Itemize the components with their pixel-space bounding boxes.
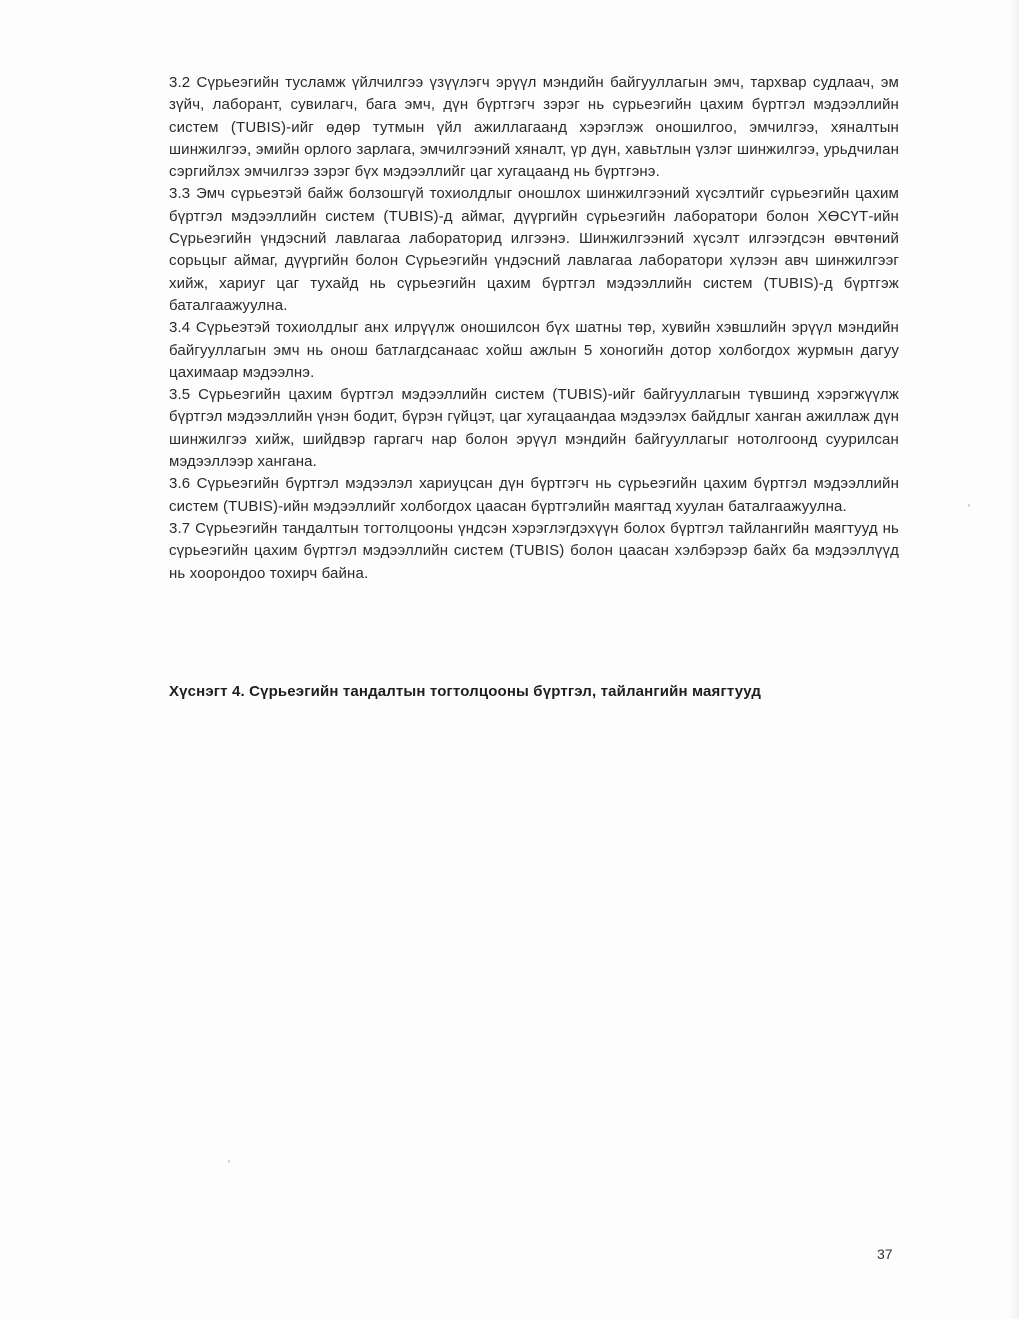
paragraph-3-2: 3.2 Сүрьеэгийн тусламж үйлчилгээ үзүүлэгч эрүүл мэндийн байгууллагын эмч, тархвар судлаач, эм зүйч, лаборант, сувилагч, бага эмч, дүн бүртгэгч зэрэг нь сүрьеэгийн цахим бүртгэл мэдээллийн систем (TUBIS)-ийг өдөр тутмын үйл ажиллагаанд хэрэглэж оношилгоо, эмчилгээ, хяналтын шинжилгээ, эмийн орлого зарлага, эмчилгээний хяналт, үр дүн, хавьтлын үзлэг шинжилгээ, урьдчилан сэргийлэх эмчилгээ зэрэг бүх мэдээллийг цаг хугацаанд нь бүртгэнэ. bbox=[169, 74, 899, 181]
paragraph-3-7: 3.7 Сүрьеэгийн тандалтын тогтолцооны үндсэн хэрэглэгдэхүүн болох бүртгэл тайлангийн маягтууд нь сүрьеэгийн цахим бүртгэл мэдээллийн систем (TUBIS) болон цаасан хэлбэрээр байх ба мэдээллүүд нь хоорондоо тохирч байна. bbox=[169, 519, 899, 582]
paragraph-3-4: 3.4 Сүрьеэтэй тохиолдлыг анх илрүүлж оношилсон бүх шатны төр, хувийн хэвшлийн эрүүл мэндийн байгууллагын эмч нь онош батлагдсанаас хойш ажлын 5 хоногийн дотор холбогдох журмын дагуу цахимаар мэдээлнэ. bbox=[169, 319, 899, 381]
paragraph-3-5: 3.5 Сүрьеэгийн цахим бүртгэл мэдээллийн систем (TUBIS)-ийг байгууллагын түвшинд хэрэгжүүлж бүртгэл мэдээллийн үнэн бодит, бүрэн гүйцэт, цаг хугацаандаа мэдээлэх байдлыг ханган ажиллаж дүн шинжилгээ хийж, шийдвэр гаргагч нар болон эрүүл мэндийн байгууллагыг нотолгоонд суурилсан мэдээллээр хангана. bbox=[169, 386, 899, 471]
page-number: 37 bbox=[877, 1246, 893, 1262]
paragraph-3-3: 3.3 Эмч сүрьеэтэй байж болзошгүй тохиолдлыг оношлох шинжилгээний хүсэлтийг сүрьеэгийн цахим бүртгэл мэдээллийн систем (TUBIS)-д аймаг, дүүргийн сүрьеэгийн лаборатори болон ХӨСҮТ-ийн Сүрьеэгийн үндэсний лавлагаа лабораторид илгээнэ. Шинжилгээний хүсэлт илгээгдсэн өвчтөний сорьцыг аймаг, дүүргийн болон Сүрьеэгийн үндэсний лавлагаа лаборатори хүлээн авч шинжилгээг хийж, хариуг цаг тухайд нь сүрьеэгийн цахим бүртгэл мэдээллийн систем (TUBIS)-д бүртгэж баталгаажуулна. bbox=[169, 185, 899, 314]
page-edge-shadow bbox=[1007, 0, 1019, 1319]
body-text bbox=[169, 72, 899, 585]
paragraph-3-6: 3.6 Сүрьеэгийн бүртгэл мэдээлэл хариуцсан дүн бүртгэгч нь сүрьеэгийн цахим бүртгэл мэдээллийн систем (TUBIS)-ийн мэдээллийг холбогдох цаасан бүртгэлийн маягтад хуулан баталгаажуулна. bbox=[169, 475, 899, 515]
scan-speck bbox=[228, 1160, 230, 1163]
table-heading: Хүснэгт 4. Сүрьеэгийн тандалтын тогтолцооны бүртгэл, тайлангийн маягтууд bbox=[169, 683, 761, 700]
scan-speck bbox=[968, 504, 970, 507]
